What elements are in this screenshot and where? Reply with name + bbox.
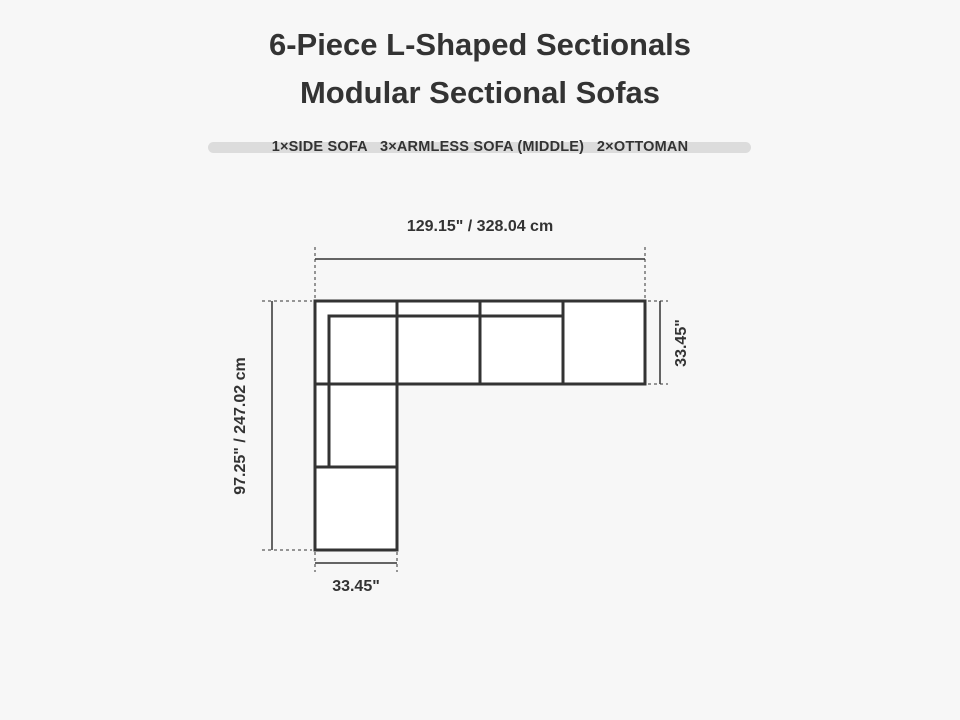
product-title: 6-Piece L-Shaped Sectionals <box>268 27 692 62</box>
width-dimension-bottom <box>315 552 397 595</box>
ottoman-piece-right <box>563 301 645 384</box>
seat-width-label: 33.45" <box>332 578 380 595</box>
total-width-label: 129.15" / 328.04 cm <box>406 218 554 235</box>
corner-sofa-piece <box>315 301 397 384</box>
depth-dimension-right <box>648 301 690 384</box>
armless-sofa-piece-3 <box>315 384 397 467</box>
ottoman-piece-bottom <box>315 467 397 550</box>
component-ottoman: 2×OTTOMAN <box>596 139 689 155</box>
product-subtitle: Modular Sectional Sofas <box>299 75 660 110</box>
width-dimension <box>315 218 645 298</box>
armless-sofa-piece-1 <box>397 301 480 384</box>
total-length-label: 97.25" / 247.02 cm <box>232 357 249 495</box>
seat-depth-label: 33.45" <box>673 319 690 367</box>
length-dimension <box>232 301 312 550</box>
sectional-pieces <box>315 301 645 550</box>
armless-sofa-piece-2 <box>480 301 563 384</box>
component-side-sofa: 1×SIDE SOFA <box>271 139 368 155</box>
component-armless-sofa: 3×ARMLESS SOFA (MIDDLE) <box>379 139 585 155</box>
